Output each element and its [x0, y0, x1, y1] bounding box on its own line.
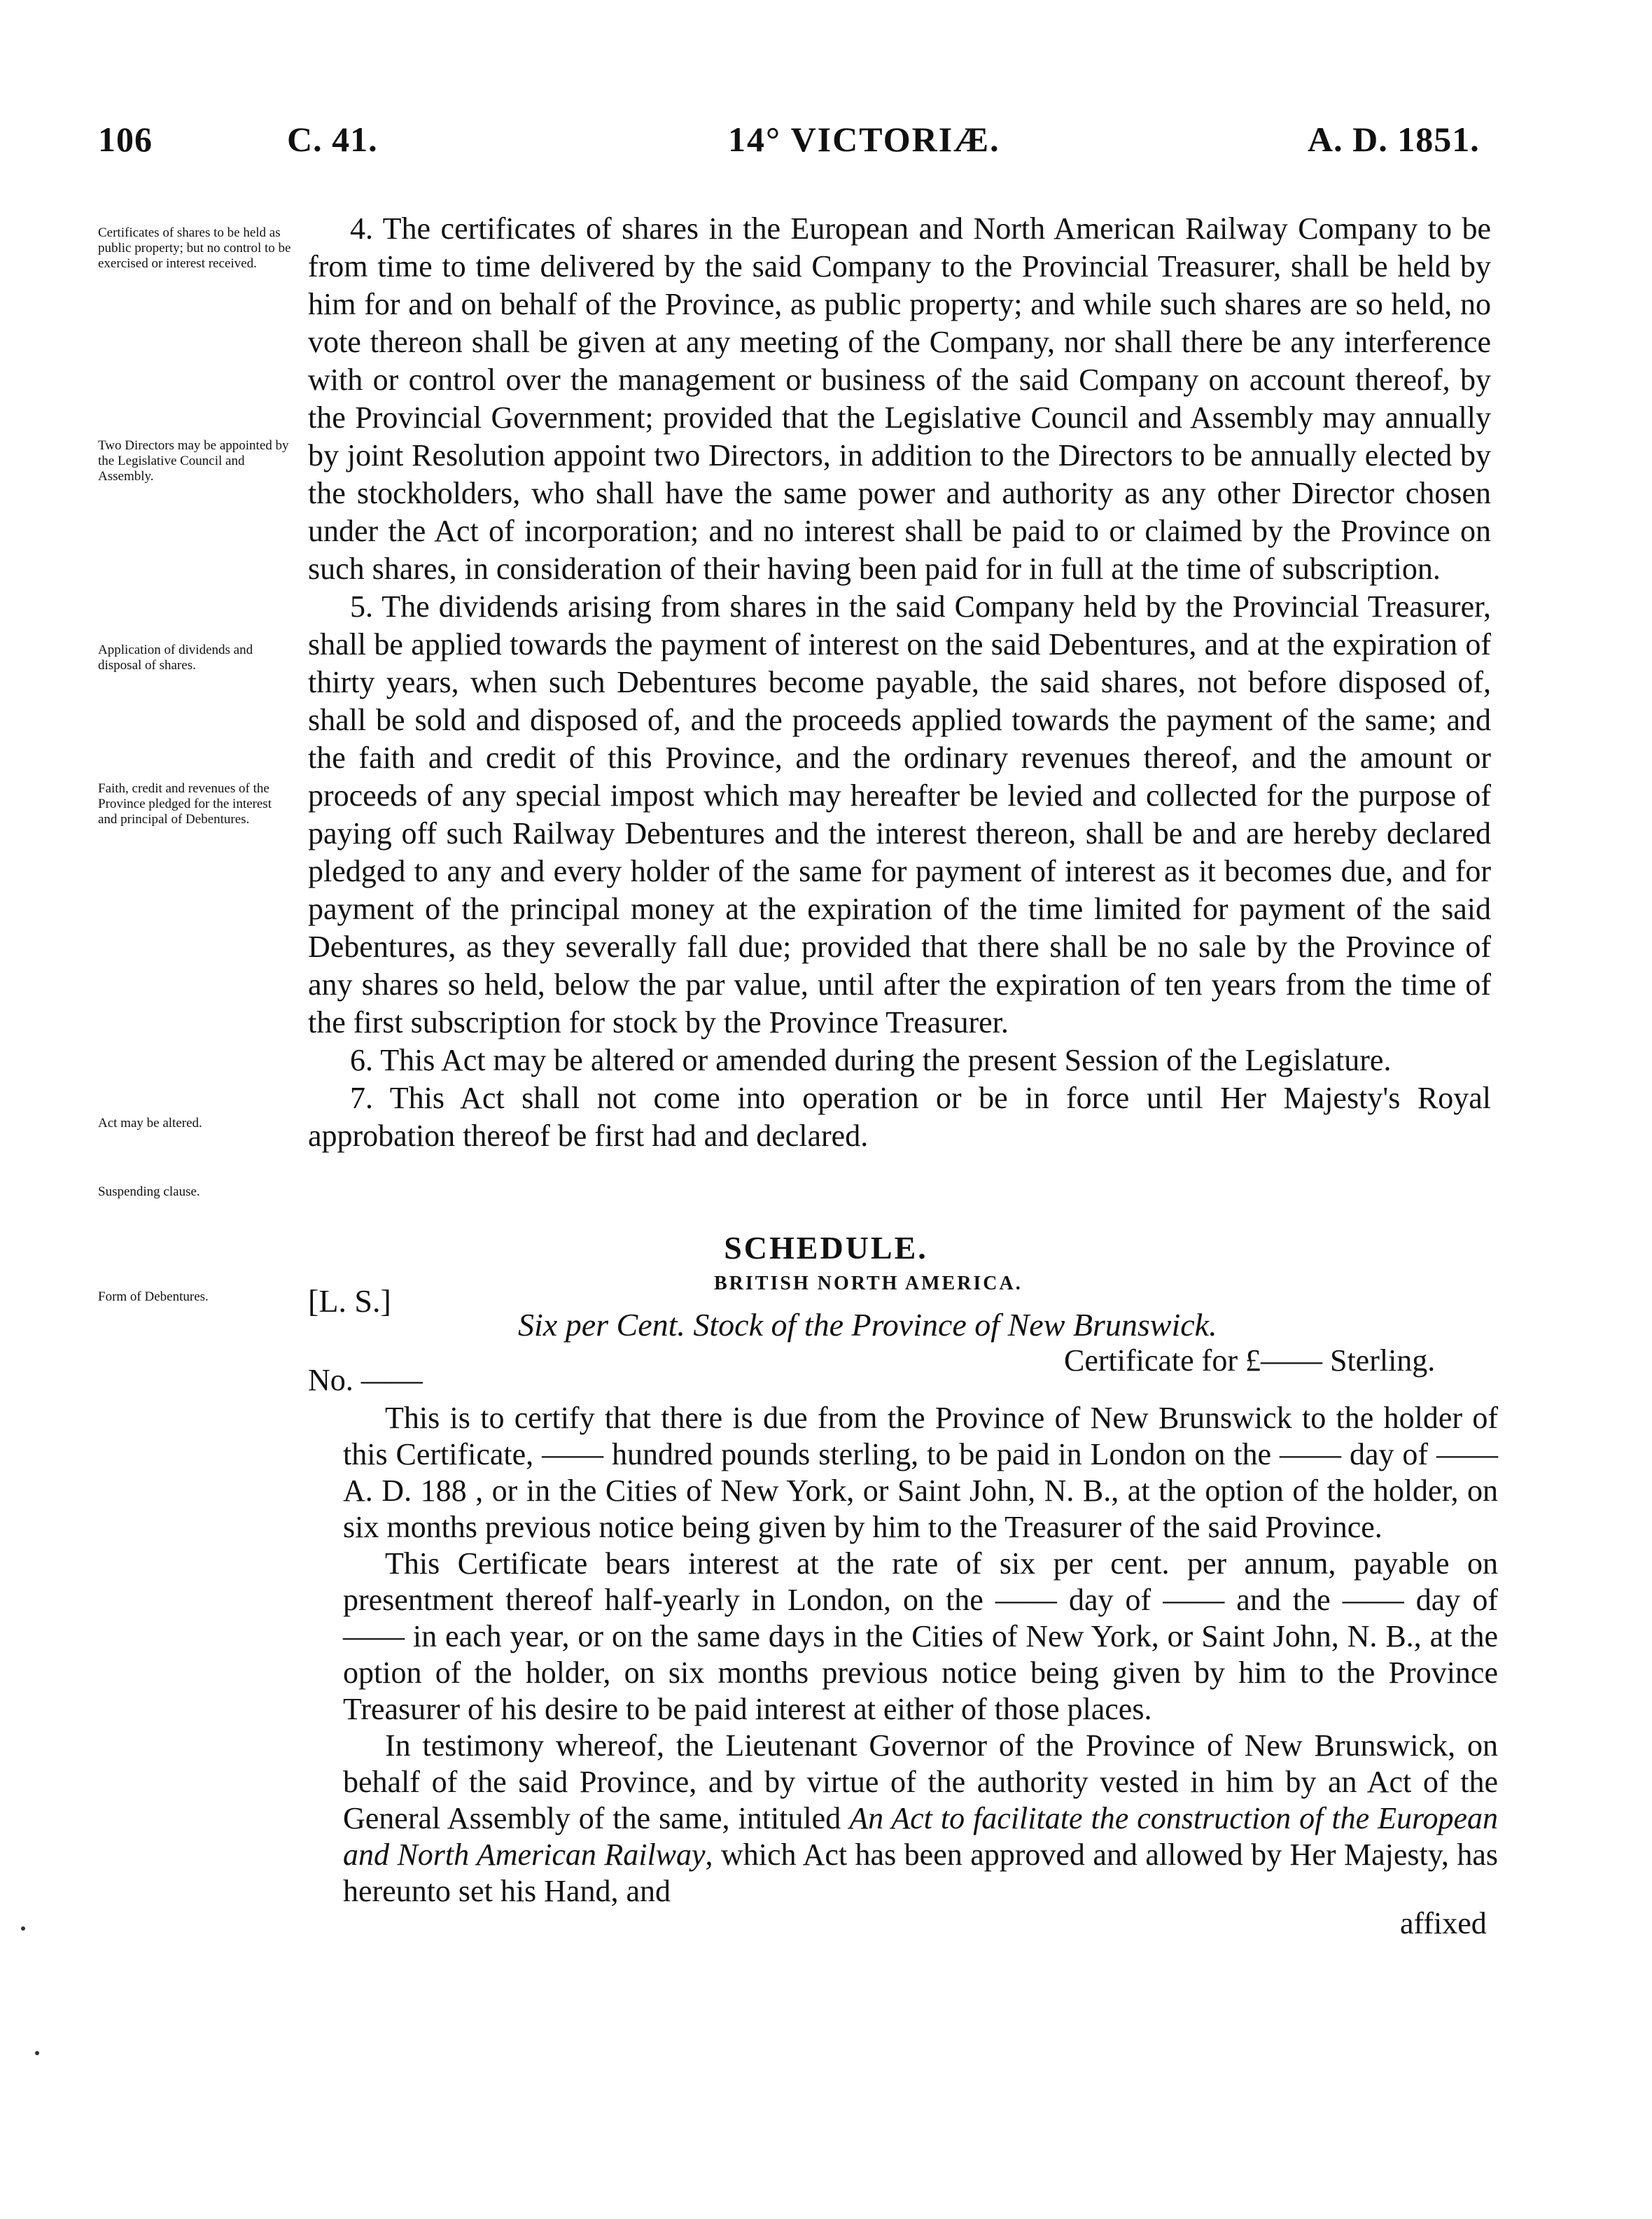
schedule-title: SCHEDULE. [724, 1230, 928, 1266]
stock-title: Six per Cent. Stock of the Province of New Brunswick. [518, 1307, 1217, 1343]
paragraph-3-start: In testimony whereof, the Lieutenant Governor of the Province of New Brunswick, on behalf of the said Province, and by virtue of the authority vested in him by an Act of the General Assembly of the same, intituled [343, 1728, 1498, 1835]
paragraph-3-end: , which Act has been approved and allowed by Her Majesty, has hereunto set his Hand, and [343, 1837, 1498, 1908]
seal-mark: [L. S.] [308, 1283, 391, 1319]
act-title: An Act to facilitate the construction of the European and North American Railway [343, 1801, 1499, 1872]
print-speck [35, 2051, 39, 2055]
calendar-year: A. D. 1851. [1308, 120, 1480, 159]
act-sections [308, 210, 1491, 1155]
schedule-paragraph-1: This is to certify that there is due from the Province of New Brunswick to the holder of this Certificate, —— hundred pounds sterling, to be paid in London on the —— day of —— A. D. 188 , or in the Cities of New York, or Saint John, N. B., at the option of the holder, on six months previous notice being given by him to the Treasurer of the said Province. [343, 1401, 1498, 1544]
schedule-body [343, 1400, 1498, 1910]
print-speck [21, 1926, 25, 1931]
margin-note-act-altered: Act may be altered. [98, 1116, 202, 1130]
catchword: affixed [1400, 1906, 1487, 1940]
region-heading: BRITISH NORTH AMERICA. [714, 1273, 1023, 1294]
margin-note-form-debentures: Form of Debentures. [98, 1289, 209, 1304]
margin-note-certificates: Certificates of shares to be held as public property; but no control to be exercised or interest received. [98, 225, 291, 271]
page-number: 106 [98, 120, 153, 159]
certificate-number: No. —— [308, 1363, 423, 1397]
margin-note-faith-credit: Faith, credit and revenues of the Province pledged for the interest and principal of Debentures. [98, 781, 272, 827]
schedule-paragraph-2: This Certificate bears interest at the rate of six per cent. per annum, payable on presentment thereof half-yearly in London, on the —— day of —— and the —— day of —— in each year, or on the same days in the Cities of New York, or Saint John, N. B., at the option of the holder, on six months previous notice being given by him to the Province Treasurer of his desire to be paid interest at either of those places. [343, 1546, 1498, 1726]
schedule-paragraph-3 [343, 1728, 1498, 1910]
section-6: 6. This Act may be altered or amended during the present Session of the Legislature. [350, 1043, 1392, 1077]
certificate-amount: Certificate for £—— Sterling. [1064, 1343, 1436, 1378]
section-7: 7. This Act shall not come into operation or be in force until Her Majesty's Royal approbation thereof be first had and declared. [308, 1081, 1491, 1153]
section-4: 4. The certificates of shares in the European and North American Railway Company to be from time to time delivered by the said Company to the Provincial Treasurer, shall be held by him for and on behalf of the Province, as public property; and while such shares are so held, no vote thereon shall be given at any meeting of the Company, nor shall there be any interference with or control over the management or business of the said Company on account thereof, by the Provincial Government; provided that the Legislative Council and Assembly may annually by joint Resolution appoint two Directors, in addition to the Directors to be annually elected by the stockholders, who shall have the same power and authority as any other Director chosen under the Act of incorporation; and no interest shall be paid to or claimed by the Province on such shares, in consideration of their having been paid for in full at the time of subscription. [308, 211, 1491, 586]
section-5: 5. The dividends arising from shares in the said Company held by the Provincial Treasurer, shall be applied towards the payment of interest on the said Debentures, and at the expiration of thirty years, when such Debentures become payable, the said shares, not before disposed of, shall be sold and disposed of, and the proceeds applied towards the payment of the same; and the faith and credit of this Province, and the ordinary revenues thereof, and the amount or proceeds of any special impost which may hereafter be levied and collected for the purpose of paying off such Railway Debentures and the interest thereon, shall be and are hereby declared pledged to any and every holder of the same for payment of interest as it becomes due, and for payment of the principal money at the expiration of the time limited for payment of the said Debentures, as they severally fall due; provided that there shall be no sale by the Province of any shares so held, below the par value, until after the expiration of ten years from the time of the first subscription for stock by the Province Treasurer. [308, 589, 1491, 1040]
regnal-year: 14° VICTORIÆ. [728, 120, 1000, 159]
margin-note-dividends: Application of dividends and disposal of shares. [98, 643, 253, 673]
margin-note-suspending: Suspending clause. [98, 1184, 200, 1199]
margin-note-directors: Two Directors may be appointed by the Legislative Council and Assembly. [98, 438, 289, 484]
chapter-number: C. 41. [287, 120, 378, 159]
